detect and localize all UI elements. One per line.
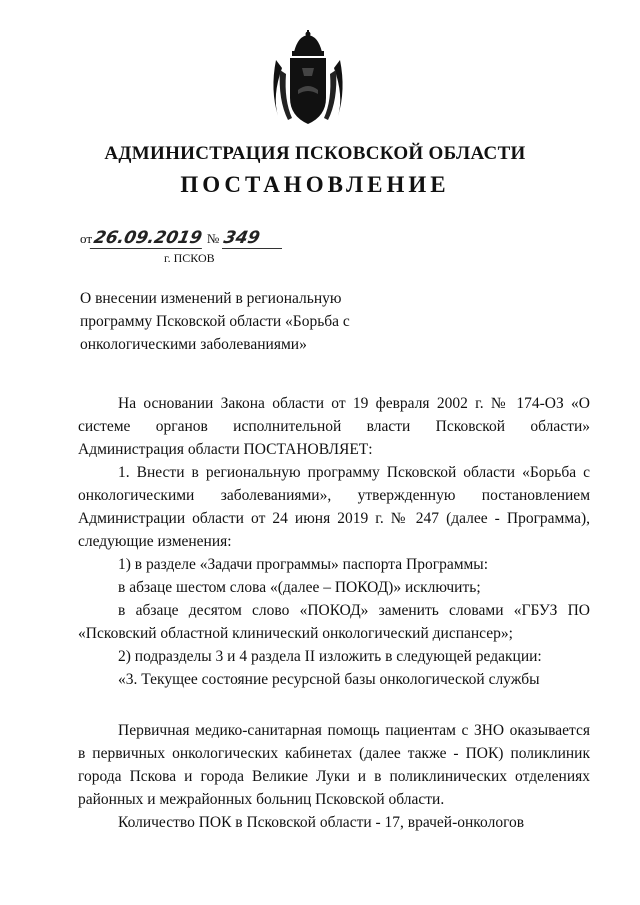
- number-label: №: [206, 231, 220, 246]
- document-reference: [80, 228, 282, 249]
- document-number: 349: [222, 228, 263, 248]
- paragraph: в абзаце десятом слово «ПОКОД» заменить словами «ГБУЗ ПО «Псковский областной клинический онкологический диспансер»;: [78, 602, 590, 642]
- city-label: г. ПСКОВ: [164, 251, 215, 265]
- document-date: 26.09.2019: [90, 228, 206, 249]
- paragraph: в абзаце шестом слова «(далее – ПОКОД)» исключить;: [118, 579, 481, 596]
- document-subject: О внесении изменений в региональную программу Псковской области «Борьба с онкологическими заболеваниями»: [80, 290, 350, 353]
- paragraph: Количество ПОК в Псковской области - 17, врачей-онкологов: [118, 814, 525, 831]
- section-heading: «3. Текущее состояние ресурсной базы онкологической службы: [118, 671, 540, 688]
- from-label: от: [80, 231, 93, 246]
- paragraph: На основании Закона области от 19 февраля 2002 г. № 174-ОЗ «О системе органов исполнительной власти Псковской области» Администрация области ПОСТАНОВЛЯЕТ:: [78, 395, 590, 458]
- document-type-title: ПОСТАНОВЛЕНИЕ: [180, 172, 450, 197]
- paragraph: Первичная медико-санитарная помощь пациентам с ЗНО оказывается в первичных онкологических кабинетах (далее также - ПОК) поликлиник города Пскова и города Великие Луки и в поликлинических отделениях районных и межрайонных больниц Псковской области.: [78, 722, 590, 808]
- paragraph: 1. Внести в региональную программу Псковской области «Борьба с онкологическими заболеваниями», утвержденную постановлением Администрации области от 24 июня 2019 г. № 247 (далее - Программа), следующие изменения:: [78, 464, 590, 550]
- paragraph: 2) подразделы 3 и 4 раздела II изложить в следующей редакции:: [118, 648, 542, 665]
- document-body: [78, 392, 590, 834]
- paragraph: 1) в разделе «Задачи программы» паспорта Программы:: [118, 556, 489, 573]
- administration-title: АДМИНИСТРАЦИЯ ПСКОВСКОЙ ОБЛАСТИ: [104, 143, 526, 164]
- coat-of-arms-emblem: [268, 30, 348, 130]
